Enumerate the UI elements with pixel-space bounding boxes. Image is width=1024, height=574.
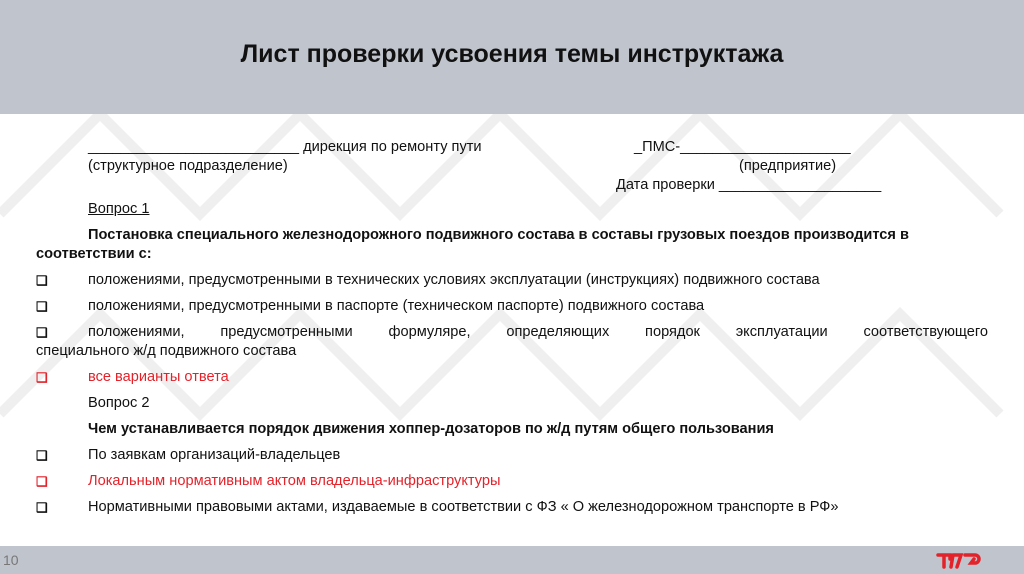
option-text: Локальным нормативным актом владельца-инфраструктуры xyxy=(88,473,501,489)
checkbox-icon[interactable]: ❑ xyxy=(36,500,48,515)
check-date-field[interactable]: Дата проверки ____________________ xyxy=(616,177,882,193)
department-caption: (структурное подразделение) xyxy=(88,158,288,174)
pms-field[interactable]: _ПМС-_____________________ xyxy=(634,139,851,155)
option-text: все варианты ответа xyxy=(88,369,229,385)
form-line-1 xyxy=(36,138,988,157)
department-field[interactable]: __________________________ дирекция по ремонту пути xyxy=(88,139,482,155)
checklist-content xyxy=(36,138,988,517)
question-1-text: Постановка специального железнодорожного подвижного состава в составы грузовых поездов производится в соответствии с: xyxy=(36,227,909,262)
option-text: Нормативными правовыми актами, издаваемые в соответствии с ФЗ « О железнодорожном транспорте в РФ» xyxy=(88,499,839,515)
q1-option-3[interactable] xyxy=(36,323,988,361)
q2-option-1[interactable] xyxy=(36,446,988,465)
rzd-logo xyxy=(935,551,985,574)
form-line-2 xyxy=(36,157,988,176)
option-text: положениями, предусмотренными в паспорте (техническом паспорте) подвижного состава xyxy=(88,298,705,314)
option-text: положениями, предусмотренными формуляре, определяющих порядок эксплуатации соответствующего xyxy=(88,324,988,340)
page-number: 10 xyxy=(3,552,19,568)
checkbox-icon[interactable]: ❑ xyxy=(36,299,48,314)
q2-option-3[interactable] xyxy=(36,498,988,517)
enterprise-caption: (предприятие) xyxy=(739,158,837,174)
checkbox-icon[interactable]: ❑ xyxy=(36,370,48,385)
q1-option-4-correct[interactable] xyxy=(36,368,988,387)
checkbox-icon[interactable]: ❑ xyxy=(36,448,48,463)
question-2-text: Чем устанавливается порядок движения хоппер-дозаторов по ж/д путям общего пользования xyxy=(88,421,774,437)
q1-option-2[interactable] xyxy=(36,297,988,316)
checkbox-icon[interactable]: ❑ xyxy=(36,273,48,288)
checkbox-icon[interactable]: ❑ xyxy=(36,325,48,340)
rzd-logo-icon xyxy=(935,551,985,569)
question-2-label: Вопрос 2 xyxy=(88,395,150,411)
checkbox-icon[interactable]: ❑ xyxy=(36,474,48,489)
option-text-continued: специального ж/д подвижного состава xyxy=(36,343,297,359)
q1-option-1[interactable] xyxy=(36,271,988,290)
footer-band xyxy=(0,546,1024,574)
page-title: Лист проверки усвоения темы инструктажа xyxy=(240,39,784,68)
form-line-3 xyxy=(36,176,988,195)
header-band xyxy=(0,0,1024,114)
option-text: По заявкам организаций-владельцев xyxy=(88,447,341,463)
option-text: положениями, предусмотренными в технических условиях эксплуатации (инструкциях) подвижного состава xyxy=(88,272,820,288)
question-1-label: Вопрос 1 xyxy=(88,201,150,217)
q2-option-2-correct[interactable] xyxy=(36,472,988,491)
